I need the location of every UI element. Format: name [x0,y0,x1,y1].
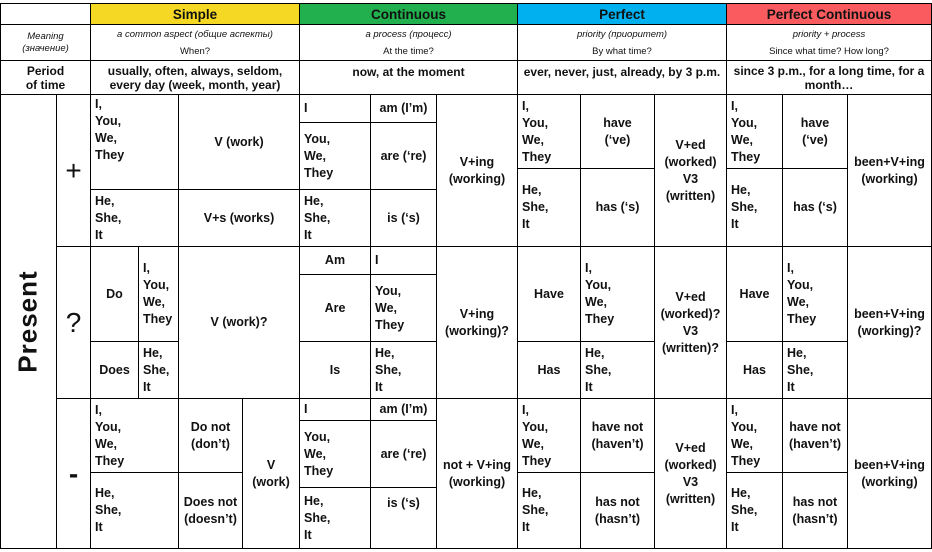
perf-neg-pron-he: He, She, It [518,473,581,549]
simple-q-pron-he: He, She, It [139,342,179,399]
header-perfect-continuous: Perfect Continuous [727,3,932,25]
cont-plus-pron-he: He, She, It [300,190,371,247]
simple-neg-pron-he: He, She, It [91,473,179,549]
period-simple: usually, often, always, seldom, every day (week, month, year) [91,61,300,95]
pc-q-pron-he: He, She, It [783,342,848,399]
pc-plus-have: have (‘ve) [783,95,848,169]
sign-question: ? [57,247,91,399]
question-simple: When? [91,44,300,61]
cont-q-am: Am [300,247,371,275]
perf-neg-have: have not (haven’t) [581,399,655,473]
pc-plus-has: has (‘s) [783,169,848,247]
pc-q-pron-i: I, You, We, They [783,247,848,342]
simple-plus-pron-i: I, You, We, They [91,95,179,190]
pc-q-has: Has [727,342,783,399]
cont-neg-empty [371,518,437,549]
period-continuous: now, at the moment [300,61,518,95]
cont-q-verb: V+ing (working)? [437,247,518,399]
meaning-perfect-continuous: priority + process [727,25,932,44]
sign-plus: + [57,95,91,247]
cont-plus-am: am (I’m) [371,95,437,123]
pc-q-verb: been+V+ing (working)? [848,247,932,399]
header-simple: Simple [91,3,300,25]
perf-neg-pron-i: I, You, We, They [518,399,581,473]
pc-neg-pron-he: He, She, It [727,473,783,549]
perf-q-pron-i: I, You, We, They [581,247,655,342]
meaning-label: Meaning (значение) [0,25,91,61]
cont-q-pron-i: I [371,247,437,275]
perf-plus-have: have (‘ve) [581,95,655,169]
pc-plus-pron-i: I, You, We, They [727,95,783,169]
cont-plus-are: are (‘re) [371,123,437,190]
question-continuous: At the time? [300,44,518,61]
cont-q-pron-you: You, We, They [371,275,437,342]
meaning-continuous: a process (процесс) [300,25,518,44]
pc-plus-verb: been+V+ing (working) [848,95,932,247]
cont-plus-is: is (‘s) [371,190,437,247]
simple-neg-pron-i: I, You, We, They [91,399,179,473]
tense-cell [0,95,57,549]
header-continuous: Continuous [300,3,518,25]
simple-q-does: Does [91,342,139,399]
perf-q-has: Has [518,342,581,399]
cont-plus-pron-i: I [300,95,371,123]
cont-neg-is: is (‘s) [371,488,437,518]
cont-neg-are: are (‘re) [371,421,437,488]
cont-neg-am: am (I’m) [371,399,437,421]
meaning-perfect: priority (приоритет) [518,25,727,44]
pc-neg-verb: been+V+ing (working) [848,399,932,549]
simple-plus-verb-s: V+s (works) [179,190,300,247]
pc-plus-pron-he: He, She, It [727,169,783,247]
simple-neg-do: Do not (don’t) [179,399,243,473]
simple-q-verb: V (work)? [179,247,300,399]
period-perfect: ever, never, just, already, by 3 p.m. [518,61,727,95]
perf-q-verb: V+ed (worked)? V3 (written)? [655,247,727,399]
perf-neg-has: has not (hasn’t) [581,473,655,549]
pc-neg-pron-i: I, You, We, They [727,399,783,473]
cont-q-pron-he: He, She, It [371,342,437,399]
sign-minus: - [57,399,91,549]
cont-q-are: Are [300,275,371,342]
simple-neg-verb: V (work) [243,399,300,549]
perf-plus-pron-he: He, She, It [518,169,581,247]
cont-neg-pron-he: He, She, It [300,488,371,549]
cont-neg-verb: not + V+ing (working) [437,399,518,549]
cont-neg-pron-i: I [300,399,371,421]
question-perfect: By what time? [518,44,727,61]
perf-plus-has: has (‘s) [581,169,655,247]
question-perfect-continuous: Since what time? How long? [727,44,932,61]
cont-plus-verb: V+ing (working) [437,95,518,247]
cont-plus-pron-you: You, We, They [300,123,371,190]
simple-q-pron-i: I, You, We, They [139,247,179,342]
header-perfect: Perfect [518,3,727,25]
simple-plus-pron-he: He, She, It [91,190,179,247]
perf-neg-verb: V+ed (worked) V3 (written) [655,399,727,549]
pc-neg-have: have not (haven’t) [783,399,848,473]
period-perfect-continuous: since 3 p.m., for a long time, for a month… [727,61,932,95]
cont-q-is: Is [300,342,371,399]
perf-plus-pron-i: I, You, We, They [518,95,581,169]
perf-plus-verb: V+ed (worked) V3 (written) [655,95,727,247]
simple-plus-verb: V (work) [179,95,300,190]
cont-neg-pron-you: You, We, They [300,421,371,488]
perf-q-pron-he: He, She, It [581,342,655,399]
pc-neg-has: has not (hasn’t) [783,473,848,549]
pc-q-have: Have [727,247,783,342]
simple-neg-does: Does not (doesn’t) [179,473,243,549]
perf-q-have: Have [518,247,581,342]
corner-cell [0,3,91,25]
period-label: Period of time [0,61,91,95]
tense-label: Present [13,270,44,373]
meaning-simple: a common aspect (общие аспекты) [91,25,300,44]
simple-q-do: Do [91,247,139,342]
